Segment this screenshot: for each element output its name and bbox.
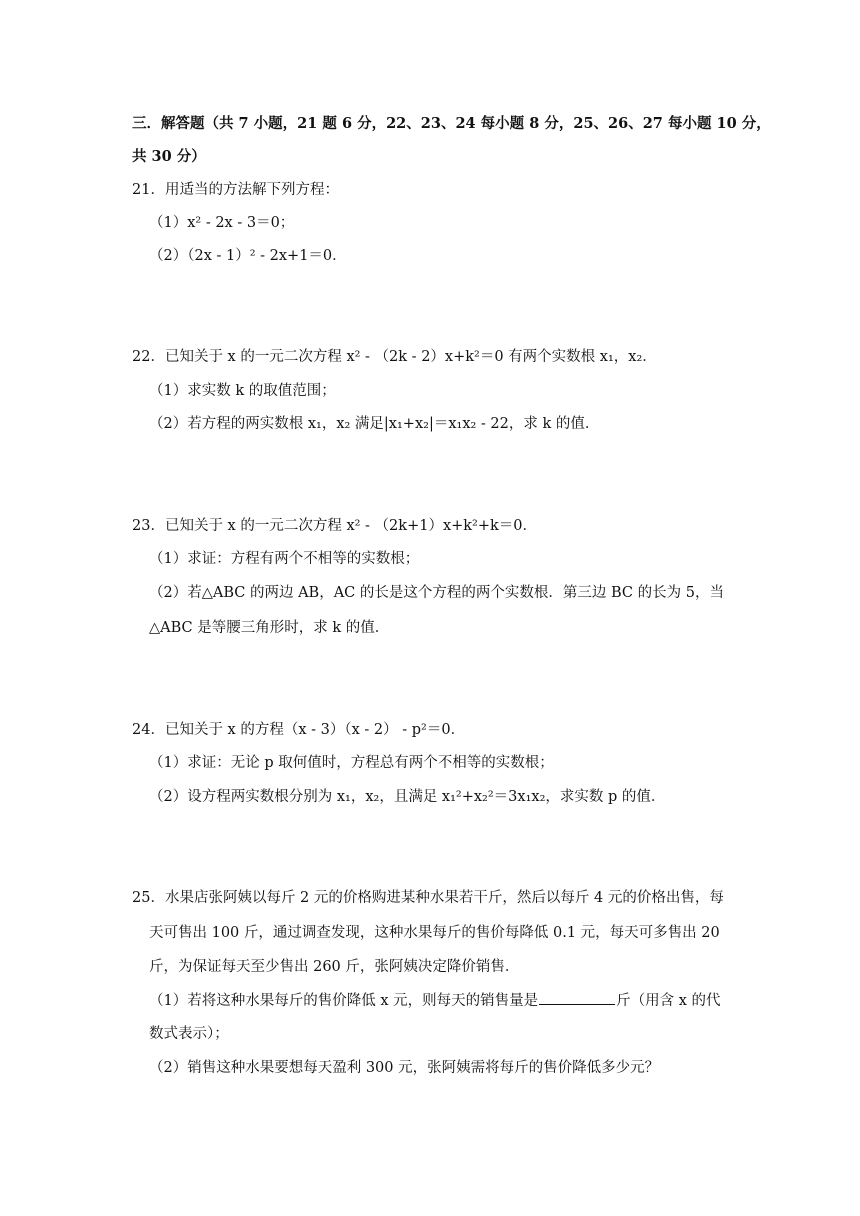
q22-part1: （1）求实数 k 的取值范围； [149, 383, 336, 399]
q21-stem: 21．用适当的方法解下列方程： [132, 182, 339, 198]
section-heading-line1: 三．解答题（共 7 小题，21 题 6 分，22、23、24 每小题 8 分，25、26、27 每小题 10 分， [132, 115, 771, 132]
q25-stem-line2: 天可售出 100 斤，通过调查发现，这种水果每斤的售价每降低 0.1 元，每天可多售出 20 [149, 925, 720, 941]
answer-blank[interactable] [539, 990, 615, 1005]
q25-part1-text-after: 斤（用含 x 的代 [616, 993, 721, 1009]
q23-part1: （1）求证：方程有两个不相等的实数根； [149, 551, 420, 567]
q24-part2: （2）设方程两实数根分别为 x₁，x₂，且满足 x₁²+x₂²＝3x₁x₂，求实数 p 的值． [149, 789, 666, 805]
q24-stem: 24．已知关于 x 的方程（x - 3）（x - 2） - p²＝0． [132, 722, 466, 738]
q23-stem: 23．已知关于 x 的一元二次方程 x² - （2k+1）x+k²+k＝0． [132, 518, 538, 534]
q23-part2-line1: （2）若△ABC 的两边 AB，AC 的长是这个方程的两个实数根．第三边 BC 的长为 5，当 [149, 585, 724, 601]
q25-stem-line3: 斤，为保证每天至少售出 260 斤，张阿姨决定降价销售． [149, 959, 520, 975]
q24-part1: （1）求证：无论 p 取何值时，方程总有两个不相等的实数根； [149, 755, 554, 771]
q25-part1-text-before: （1）若将这种水果每斤的售价降低 x 元，则每天的销售量是 [149, 993, 539, 1009]
q21-part1: （1）x² - 2x - 3＝0； [149, 215, 295, 231]
q25-part1-line1 [149, 990, 721, 1011]
q23-part2-line2: △ABC 是等腰三角形时，求 k 的值． [149, 620, 390, 636]
section-heading-line2: 共 30 分） [132, 148, 206, 165]
q22-part2: （2）若方程的两实数根 x₁，x₂ 满足|x₁+x₂|＝x₁x₂ - 22，求 k 的值． [149, 416, 600, 432]
q25-part1-line2: 数式表示）； [149, 1026, 229, 1042]
q25-part2: （2）销售这种水果要想每天盈利 300 元，张阿姨需将每斤的售价降低多少元？ [149, 1060, 660, 1076]
q25-stem-line1: 25．水果店张阿姨以每斤 2 元的价格购进某种水果若干斤，然后以每斤 4 元的价格出售，每 [132, 890, 724, 906]
q21-part2: （2）（2x - 1）² - 2x+1＝0． [149, 248, 347, 264]
q22-stem: 22．已知关于 x 的一元二次方程 x² - （2k - 2）x+k²＝0 有两个实数根 x₁，x₂． [132, 349, 657, 365]
